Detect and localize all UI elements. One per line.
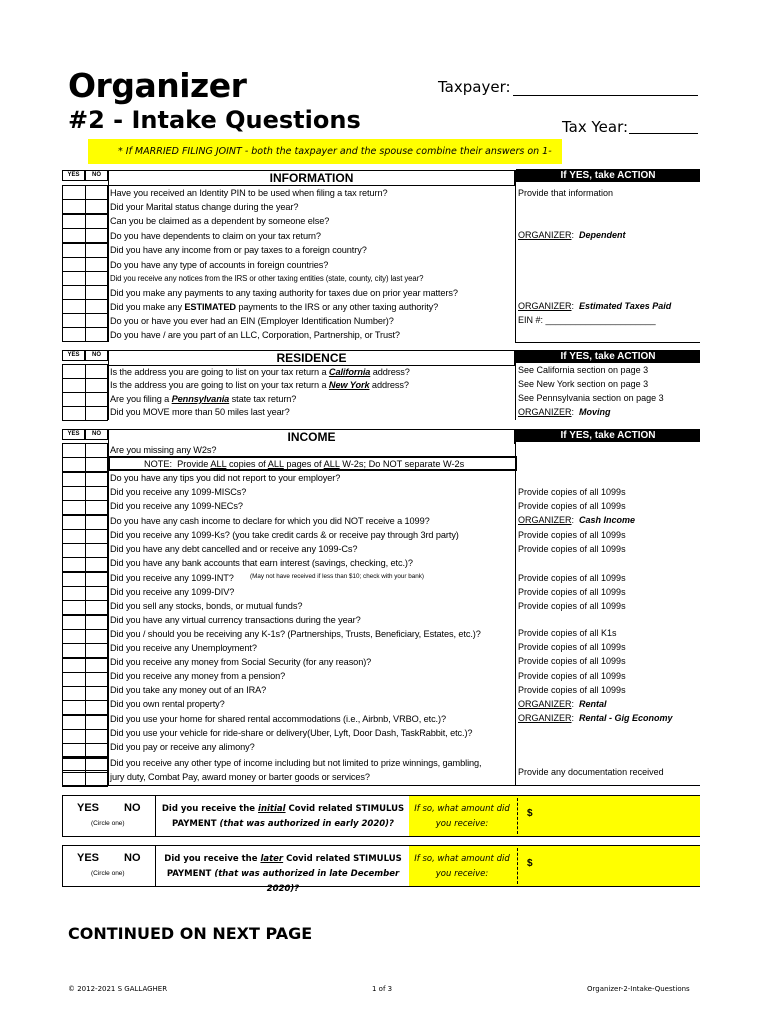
income-question: jury duty, Combat Pay, award money or barter goods or services? bbox=[110, 772, 370, 782]
yes-checkbox[interactable] bbox=[62, 199, 86, 214]
yes-checkbox[interactable] bbox=[62, 629, 86, 644]
yes-checkbox[interactable] bbox=[62, 472, 86, 487]
page-title: Organizer bbox=[68, 66, 247, 105]
residence-question: Is the address you are going to list on your tax return a California address? bbox=[110, 367, 410, 377]
income-action-rental-gig: ORGANIZER: Rental - Gig Economy bbox=[518, 713, 673, 723]
residence-action-moving: ORGANIZER: Moving bbox=[518, 407, 611, 417]
no-checkbox[interactable] bbox=[85, 378, 108, 393]
yes-checkbox[interactable] bbox=[62, 658, 86, 673]
no-checkbox[interactable] bbox=[85, 228, 108, 243]
information-title: INFORMATION bbox=[108, 170, 515, 186]
yes-option[interactable]: YES bbox=[77, 802, 100, 814]
info-question: Do you have dependents to claim on your tax return? bbox=[110, 231, 321, 241]
no-checkbox[interactable] bbox=[85, 529, 108, 544]
no-checkbox[interactable] bbox=[85, 199, 108, 214]
info-question: Did your Marital status change during the year? bbox=[110, 202, 299, 212]
no-checkbox[interactable] bbox=[85, 756, 108, 771]
yes-checkbox[interactable] bbox=[62, 214, 86, 229]
footer-copyright: © 2012-2021 S GALLAGHER bbox=[68, 985, 168, 993]
income-action-header: If YES, take ACTION bbox=[516, 429, 700, 442]
income-question: Did you / should you be receiving any K-1s? (Partnerships, Trusts, Beneficiary, Estates, etc.)? bbox=[110, 629, 481, 639]
info-action-estimated: ORGANIZER: Estimated Taxes Paid bbox=[518, 301, 672, 311]
no-checkbox[interactable] bbox=[85, 313, 108, 328]
circle-one-label: (Circle one) bbox=[91, 870, 125, 877]
yes-checkbox[interactable] bbox=[62, 572, 86, 587]
yes-checkbox[interactable] bbox=[62, 406, 86, 421]
yes-checkbox[interactable] bbox=[62, 529, 86, 544]
taxyear-field[interactable] bbox=[629, 133, 698, 134]
income-question: Did you receive any 1099-DIV? bbox=[110, 587, 235, 597]
income-action: Provide copies of all 1099s bbox=[518, 487, 626, 497]
yes-checkbox[interactable] bbox=[62, 772, 86, 787]
info-question: Did you receive any notices from the IRS or other taxing entities (state, county, city) last year? bbox=[110, 274, 424, 283]
no-checkbox[interactable] bbox=[85, 457, 108, 472]
no-checkbox[interactable] bbox=[85, 572, 108, 587]
yes-checkbox[interactable] bbox=[62, 327, 86, 342]
stimulus-amount-area bbox=[409, 846, 700, 886]
no-header: NO bbox=[85, 350, 108, 361]
yes-checkbox[interactable] bbox=[62, 515, 86, 530]
yes-checkbox[interactable] bbox=[62, 392, 86, 407]
yes-checkbox[interactable] bbox=[62, 285, 86, 300]
residence-question: Are you filing a Pennsylvania state tax return? bbox=[110, 394, 297, 404]
income-action: Provide copies of all 1099s bbox=[518, 573, 626, 583]
no-checkbox[interactable] bbox=[85, 472, 108, 487]
no-checkbox[interactable] bbox=[85, 715, 108, 730]
no-checkbox[interactable] bbox=[85, 586, 108, 601]
residence-question: Is the address you are going to list on your tax return a New York address? bbox=[110, 380, 409, 390]
yes-checkbox[interactable] bbox=[62, 600, 86, 615]
info-question: Can you be claimed as a dependent by someone else? bbox=[110, 216, 330, 226]
yes-checkbox[interactable] bbox=[62, 543, 86, 558]
no-checkbox[interactable] bbox=[85, 285, 108, 300]
no-checkbox[interactable] bbox=[85, 543, 108, 558]
stimulus-box-later bbox=[62, 845, 700, 894]
income-question: Did you receive any 1099-NECs? bbox=[110, 501, 243, 511]
residence-title: RESIDENCE bbox=[108, 350, 515, 366]
income-action: Provide copies of all 1099s bbox=[518, 685, 626, 695]
yes-checkbox[interactable] bbox=[62, 313, 86, 328]
income-title: INCOME bbox=[108, 429, 515, 444]
no-header: NO bbox=[85, 170, 108, 181]
taxpayer-label: Taxpayer: bbox=[438, 78, 511, 96]
no-checkbox[interactable] bbox=[85, 299, 108, 314]
yes-checkbox[interactable] bbox=[62, 672, 86, 687]
yes-checkbox[interactable] bbox=[62, 299, 86, 314]
income-question: Did you sell any stocks, bonds, or mutual funds? bbox=[110, 601, 303, 611]
income-action: Provide copies of all 1099s bbox=[518, 671, 626, 681]
yes-checkbox[interactable] bbox=[62, 729, 86, 744]
taxpayer-field[interactable] bbox=[513, 95, 698, 96]
income-question: Did you receive any 1099-INT? bbox=[110, 573, 234, 583]
income-question: Did you receive any 1099-MISCs? bbox=[110, 487, 247, 497]
no-checkbox[interactable] bbox=[85, 672, 108, 687]
page-subtitle: #2 - Intake Questions bbox=[68, 106, 361, 134]
no-checkbox[interactable] bbox=[85, 658, 108, 673]
stimulus-amount-prompt: If so, what amount did you receive: bbox=[414, 804, 510, 829]
income-question: Do you have any tips you did not report to your employer? bbox=[110, 473, 341, 483]
no-checkbox[interactable] bbox=[85, 729, 108, 744]
yes-checkbox[interactable] bbox=[62, 700, 86, 715]
income-question: Did you receive any Unemployment? bbox=[110, 643, 257, 653]
yes-checkbox[interactable] bbox=[62, 443, 86, 458]
info-question: Do you have any type of accounts in foreign countries? bbox=[110, 260, 329, 270]
income-question: Do you have any cash income to declare for which you did NOT receive a 1099? bbox=[110, 516, 430, 526]
residence-action: See New York section on page 3 bbox=[518, 379, 649, 389]
no-option[interactable]: NO bbox=[124, 802, 141, 814]
no-checkbox[interactable] bbox=[85, 392, 108, 407]
no-checkbox[interactable] bbox=[85, 327, 108, 342]
continued-note: CONTINUED ON NEXT PAGE bbox=[68, 924, 313, 943]
income-question: Did you pay or receive any alimony? bbox=[110, 742, 255, 752]
income-question: Did you own rental property? bbox=[110, 699, 225, 709]
yes-checkbox[interactable] bbox=[62, 715, 86, 730]
no-checkbox[interactable] bbox=[85, 500, 108, 515]
income-question: Did you have any bank accounts that earn interest (savings, checking, etc.)? bbox=[110, 558, 413, 568]
footer-page: 1 of 3 bbox=[372, 985, 393, 993]
income-action: Provide copies of all 1099s bbox=[518, 544, 626, 554]
yes-checkbox[interactable] bbox=[62, 185, 86, 200]
stimulus-question: Did you receive the later Covid related STIMULUS PAYMENT (that was authorized in late December 2020)? bbox=[164, 854, 402, 894]
income-action: Provide copies of all K1s bbox=[518, 628, 617, 638]
info-question: Did you have any income from or pay taxes to a foreign country? bbox=[110, 245, 367, 255]
yes-checkbox[interactable] bbox=[62, 756, 86, 771]
no-checkbox[interactable] bbox=[85, 629, 108, 644]
no-checkbox[interactable] bbox=[85, 443, 108, 458]
info-question: Have you received an Identity PIN to be used when filing a tax return? bbox=[110, 188, 388, 198]
income-action: Provide copies of all 1099s bbox=[518, 501, 626, 511]
income-question: Did you receive any money from Social Security (for any reason)? bbox=[110, 657, 372, 667]
no-option[interactable]: NO bbox=[124, 852, 141, 864]
info-question: Do you or have you ever had an EIN (Employer Identification Number)? bbox=[110, 316, 394, 326]
residence-question: Did you MOVE more than 50 miles last year? bbox=[110, 407, 290, 417]
income-action: Provide copies of all 1099s bbox=[518, 656, 626, 666]
info-action-dependent: ORGANIZER: Dependent bbox=[518, 230, 626, 240]
no-checkbox[interactable] bbox=[85, 515, 108, 530]
circle-one-label: (Circle one) bbox=[91, 820, 125, 827]
income-question: Did you receive any other type of income including but not limited to prize winnings, gambling, bbox=[110, 758, 482, 768]
income-question: Did you receive any 1099-Ks? (you take credit cards & or receive pay through 3rd party) bbox=[110, 530, 459, 540]
stimulus-question: Did you receive the initial Covid related STIMULUS PAYMENT (that was authorized in early 2020)? bbox=[161, 804, 405, 829]
no-checkbox[interactable] bbox=[85, 271, 108, 286]
no-checkbox[interactable] bbox=[85, 406, 108, 421]
joint-filing-note: * If MARRIED FILING JOINT - both the taxpayer and the spouse combine their answers on 1- bbox=[88, 139, 562, 164]
information-action-header: If YES, take ACTION bbox=[516, 169, 700, 182]
yes-checkbox[interactable] bbox=[62, 243, 86, 258]
no-checkbox[interactable] bbox=[85, 486, 108, 501]
income-question: Did you have any virtual currency transactions during the year? bbox=[110, 615, 361, 625]
info-question: Do you have / are you part of an LLC, Corporation, Partnership, or Trust? bbox=[110, 330, 400, 340]
yes-header: YES bbox=[62, 350, 85, 361]
income-action: Provide copies of all 1099s bbox=[518, 530, 626, 540]
income-question: Did you take any money out of an IRA? bbox=[110, 685, 267, 695]
info-action-ein[interactable]: EIN #: ______________________ bbox=[518, 315, 656, 325]
yes-checkbox[interactable] bbox=[62, 486, 86, 501]
stimulus-amount-field[interactable]: $ bbox=[527, 808, 533, 819]
no-checkbox[interactable] bbox=[85, 700, 108, 715]
no-header: NO bbox=[85, 429, 108, 440]
income-action: Provide copies of all 1099s bbox=[518, 587, 626, 597]
no-checkbox[interactable] bbox=[85, 364, 108, 379]
income-question: Are you missing any W2s? bbox=[110, 445, 217, 455]
residence-action: See Pennsylvania section on page 3 bbox=[518, 393, 664, 403]
taxyear-label: Tax Year: bbox=[562, 118, 629, 136]
info-question: Did you make any payments to any taxing authority for taxes due on prior year matters? bbox=[110, 288, 458, 298]
yes-header: YES bbox=[62, 170, 85, 181]
stimulus-box-initial bbox=[62, 795, 700, 837]
income-action-rental: ORGANIZER: Rental bbox=[518, 699, 607, 709]
yes-checkbox[interactable] bbox=[62, 500, 86, 515]
yes-header: YES bbox=[62, 429, 85, 440]
no-checkbox[interactable] bbox=[85, 643, 108, 658]
yes-checkbox[interactable] bbox=[62, 364, 86, 379]
no-checkbox[interactable] bbox=[85, 557, 108, 572]
footer-doc: Organizer-2-Intake-Questions bbox=[587, 985, 690, 993]
income-question: Did you use your home for shared rental accommodations (i.e., Airbnb, VRBO, etc.)? bbox=[110, 714, 446, 724]
residence-action-header: If YES, take ACTION bbox=[516, 350, 700, 363]
no-checkbox[interactable] bbox=[85, 257, 108, 272]
info-action: Provide that information bbox=[518, 188, 614, 198]
yes-checkbox[interactable] bbox=[62, 586, 86, 601]
no-checkbox[interactable] bbox=[85, 243, 108, 258]
no-checkbox[interactable] bbox=[85, 772, 108, 787]
income-action: Provide any documentation received bbox=[518, 767, 664, 777]
yes-checkbox[interactable] bbox=[62, 643, 86, 658]
stimulus-amount-area bbox=[409, 796, 700, 836]
stimulus-amount-prompt: If so, what amount did you receive: bbox=[414, 854, 510, 879]
income-action: Provide copies of all 1099s bbox=[518, 601, 626, 611]
yes-checkbox[interactable] bbox=[62, 615, 86, 630]
yes-checkbox[interactable] bbox=[62, 257, 86, 272]
no-checkbox[interactable] bbox=[85, 214, 108, 229]
yes-checkbox[interactable] bbox=[62, 457, 86, 472]
int-note: (May not have received if less than $10; check with your bank) bbox=[250, 573, 424, 580]
residence-action: See California section on page 3 bbox=[518, 365, 649, 375]
no-checkbox[interactable] bbox=[85, 600, 108, 615]
income-action: Provide copies of all 1099s bbox=[518, 642, 626, 652]
yes-checkbox[interactable] bbox=[62, 378, 86, 393]
yes-option[interactable]: YES bbox=[77, 852, 100, 864]
no-checkbox[interactable] bbox=[85, 185, 108, 200]
no-checkbox[interactable] bbox=[85, 686, 108, 701]
stimulus-amount-field[interactable]: $ bbox=[527, 858, 533, 869]
income-question: Did you receive any money from a pension? bbox=[110, 671, 286, 681]
income-action-cash: ORGANIZER: Cash Income bbox=[518, 515, 636, 525]
w2-note: NOTE: Provide ALL copies of ALL pages of ALL W-2s; Do NOT separate W-2s bbox=[108, 456, 517, 471]
info-question: Did you make any ESTIMATED payments to the IRS or any other taxing authority? bbox=[110, 302, 439, 312]
yes-checkbox[interactable] bbox=[62, 557, 86, 572]
yes-checkbox[interactable] bbox=[62, 686, 86, 701]
no-checkbox[interactable] bbox=[85, 615, 108, 630]
income-question: Did you have any debt cancelled and or receive any 1099-Cs? bbox=[110, 544, 358, 554]
yes-checkbox[interactable] bbox=[62, 228, 86, 243]
yes-checkbox[interactable] bbox=[62, 271, 86, 286]
income-question: Did you use your vehicle for ride-share or delivery(Uber, Lyft, Door Dash, TaskRabbit, etc.)? bbox=[110, 728, 473, 738]
